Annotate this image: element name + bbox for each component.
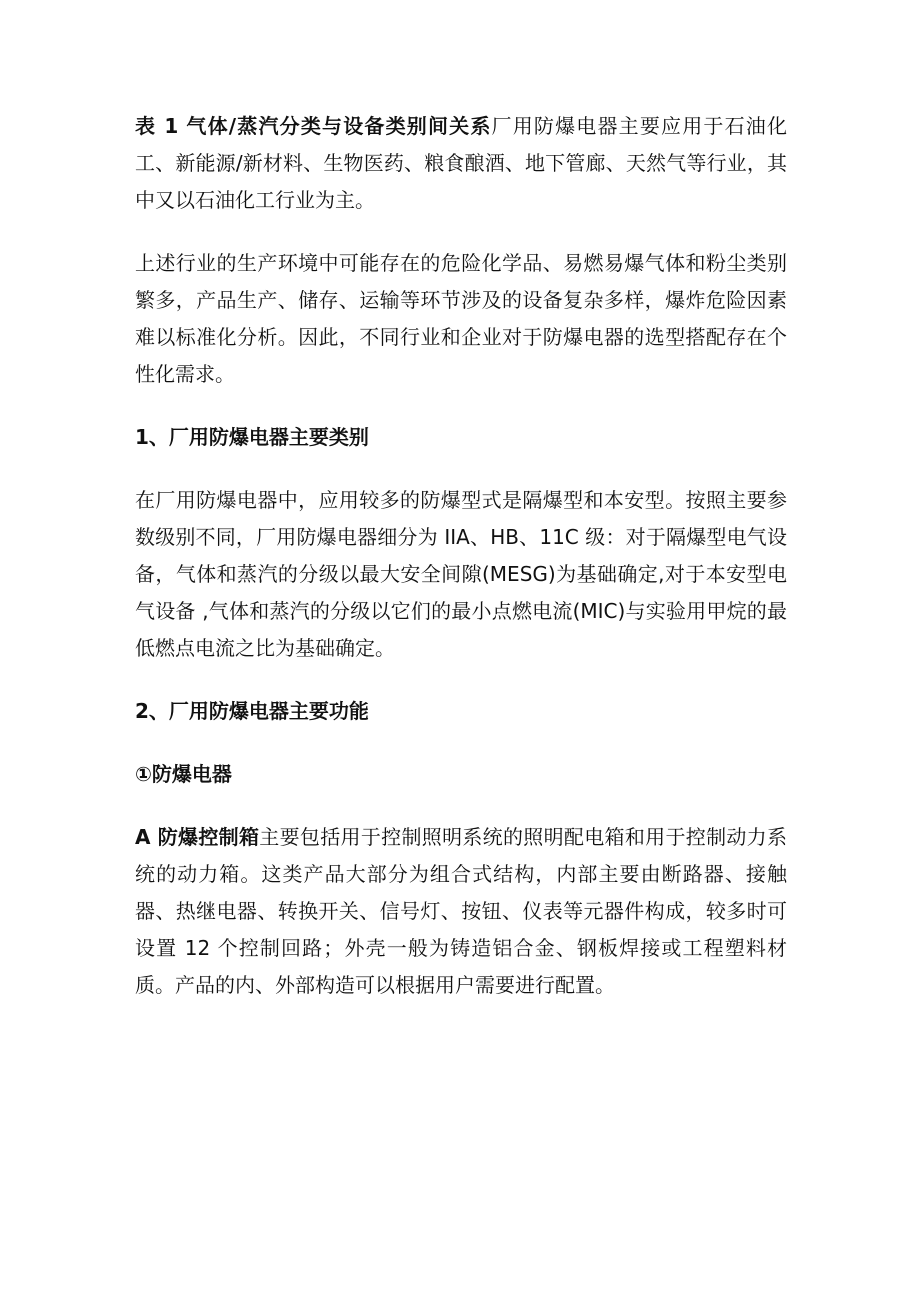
categories-paragraph: 在厂用防爆电器中，应用较多的防爆型式是隔爆型和本安型。按照主要参数级别不同，厂用防爆电器细分为 IIA、HB、11C 级：对于隔爆型电气设备，气体和蒸汽的分级以最大安全间隙(MESG)为基础确定,对于本安型电气设备 ,气体和蒸汽的分级以它们的最小点燃电流(MIC)与实验用甲烷的最低燃点电流之比为基础确定。: [135, 488, 787, 660]
industry-paragraph: 上述行业的生产环境中可能存在的危险化学品、易燃易爆气体和粉尘类别繁多，产品生产、储存、运输等环节涉及的设备复杂多样，爆炸危险因素难以标准化分析。因此，不同行业和企业对于防爆电器的选型搭配存在个性化需求。: [135, 251, 787, 386]
subsection-heading-explosion-proof: ①防爆电器: [135, 762, 232, 786]
section-heading-functions: 2、厂用防爆电器主要功能: [135, 699, 369, 723]
table-caption: 表 1 气体/蒸汽分类与设备类别间关系: [135, 114, 492, 138]
control-box-paragraph: [135, 819, 787, 1004]
control-box-term: A 防爆控制箱: [135, 825, 260, 849]
section-heading-categories: 1、厂用防爆电器主要类别: [135, 425, 369, 449]
intro-text: 厂用防爆电器主要应用于石油化工、新能源/新材料、生物医药、粮食酿酒、地下管廊、天然气等行业，其中又以石油化工行业为主。: [135, 114, 787, 212]
document-body: [135, 108, 787, 1004]
intro-paragraph: [135, 108, 787, 219]
control-box-text: 主要包括用于控制照明系统的照明配电箱和用于控制动力系统的动力箱。这类产品大部分为组合式结构，内部主要由断路器、接触器、热继电器、转换开关、信号灯、按钮、仪表等元器件构成，较多时可设置 12 个控制回路；外壳一般为铸造铝合金、钢板焊接或工程塑料材质。产品的内、外部构造可以根据用户需要进行配置。: [135, 825, 787, 997]
